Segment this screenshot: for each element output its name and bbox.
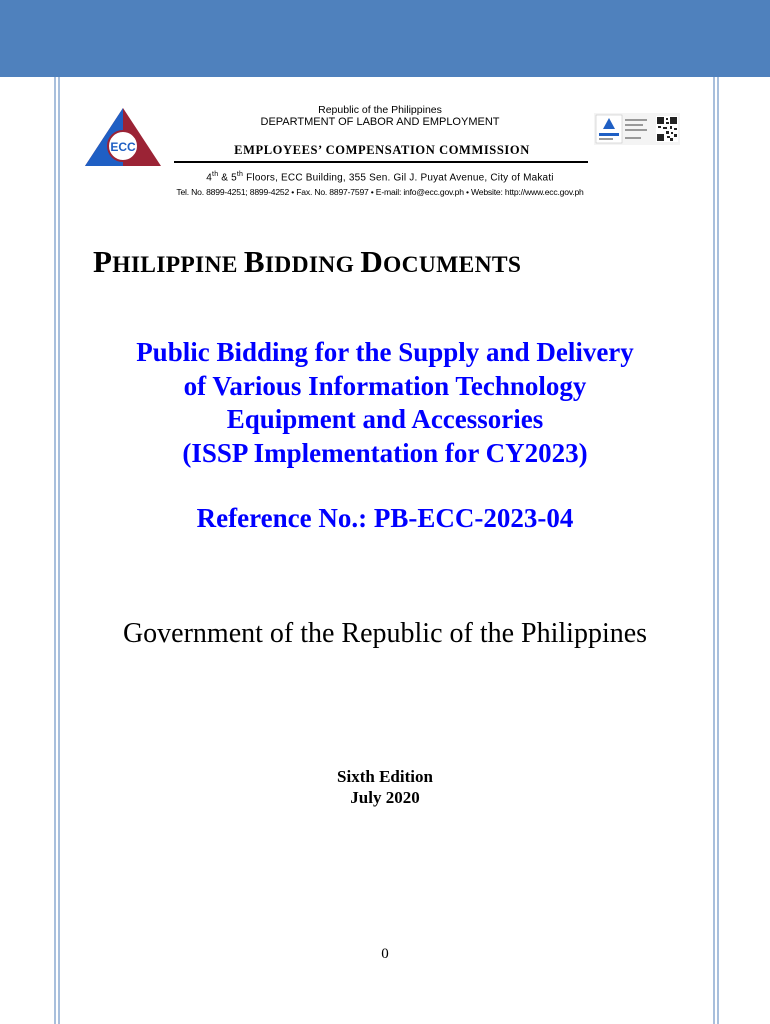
- reference-number: Reference No.: PB-ECC-2023-04: [196, 503, 574, 533]
- page-number: 0: [381, 946, 389, 962]
- project-title: [70, 336, 700, 470]
- qr-code-icon: [656, 116, 678, 142]
- page-border-right-inner: [713, 77, 715, 1024]
- project-title-line: of Various Information Technology: [183, 370, 587, 401]
- ecc-logo-icon: [83, 106, 163, 168]
- header-divider: [174, 161, 588, 163]
- project-title-line: Equipment and Accessories: [226, 404, 544, 434]
- logo-lettering: ECC: [110, 140, 136, 154]
- header-department: DEPARTMENT OF LABOR AND EMPLOYMENT: [260, 116, 500, 128]
- edition-date: July 2020: [350, 788, 420, 807]
- document-title: PHILIPPINE BIDDING DOCUMENTS: [93, 244, 522, 279]
- header-contact: Tel. No. 8899-4251; 8899-4252 • Fax. No. 8897-7597 • E-mail: info@ecc.gov.ph • Website: http://www.ecc.gov.ph: [176, 187, 584, 197]
- project-title-line: (ISSP Implementation for CY2023): [182, 437, 588, 468]
- header-address: 4th & 5th Floors, ECC Building, 355 Sen. Gil J. Puyat Avenue, City of Makati: [206, 171, 554, 184]
- project-title-line: Public Bidding for the Supply and Delivery: [136, 337, 634, 367]
- edition-info: [70, 766, 700, 808]
- page-border-left-inner: [58, 77, 60, 1024]
- page-border-right-outer: [717, 77, 719, 1024]
- edition-label: Sixth Edition: [337, 767, 433, 786]
- header-commission: EMPLOYEES’ COMPENSATION COMMISSION: [234, 143, 530, 157]
- page-border-left-outer: [54, 77, 56, 1024]
- government-name: Government of the Republic of the Philippines: [122, 618, 648, 649]
- top-banner-bar: [0, 0, 770, 77]
- header-republic: Republic of the Philippines: [318, 104, 442, 116]
- certification-badge-icon: [594, 113, 680, 145]
